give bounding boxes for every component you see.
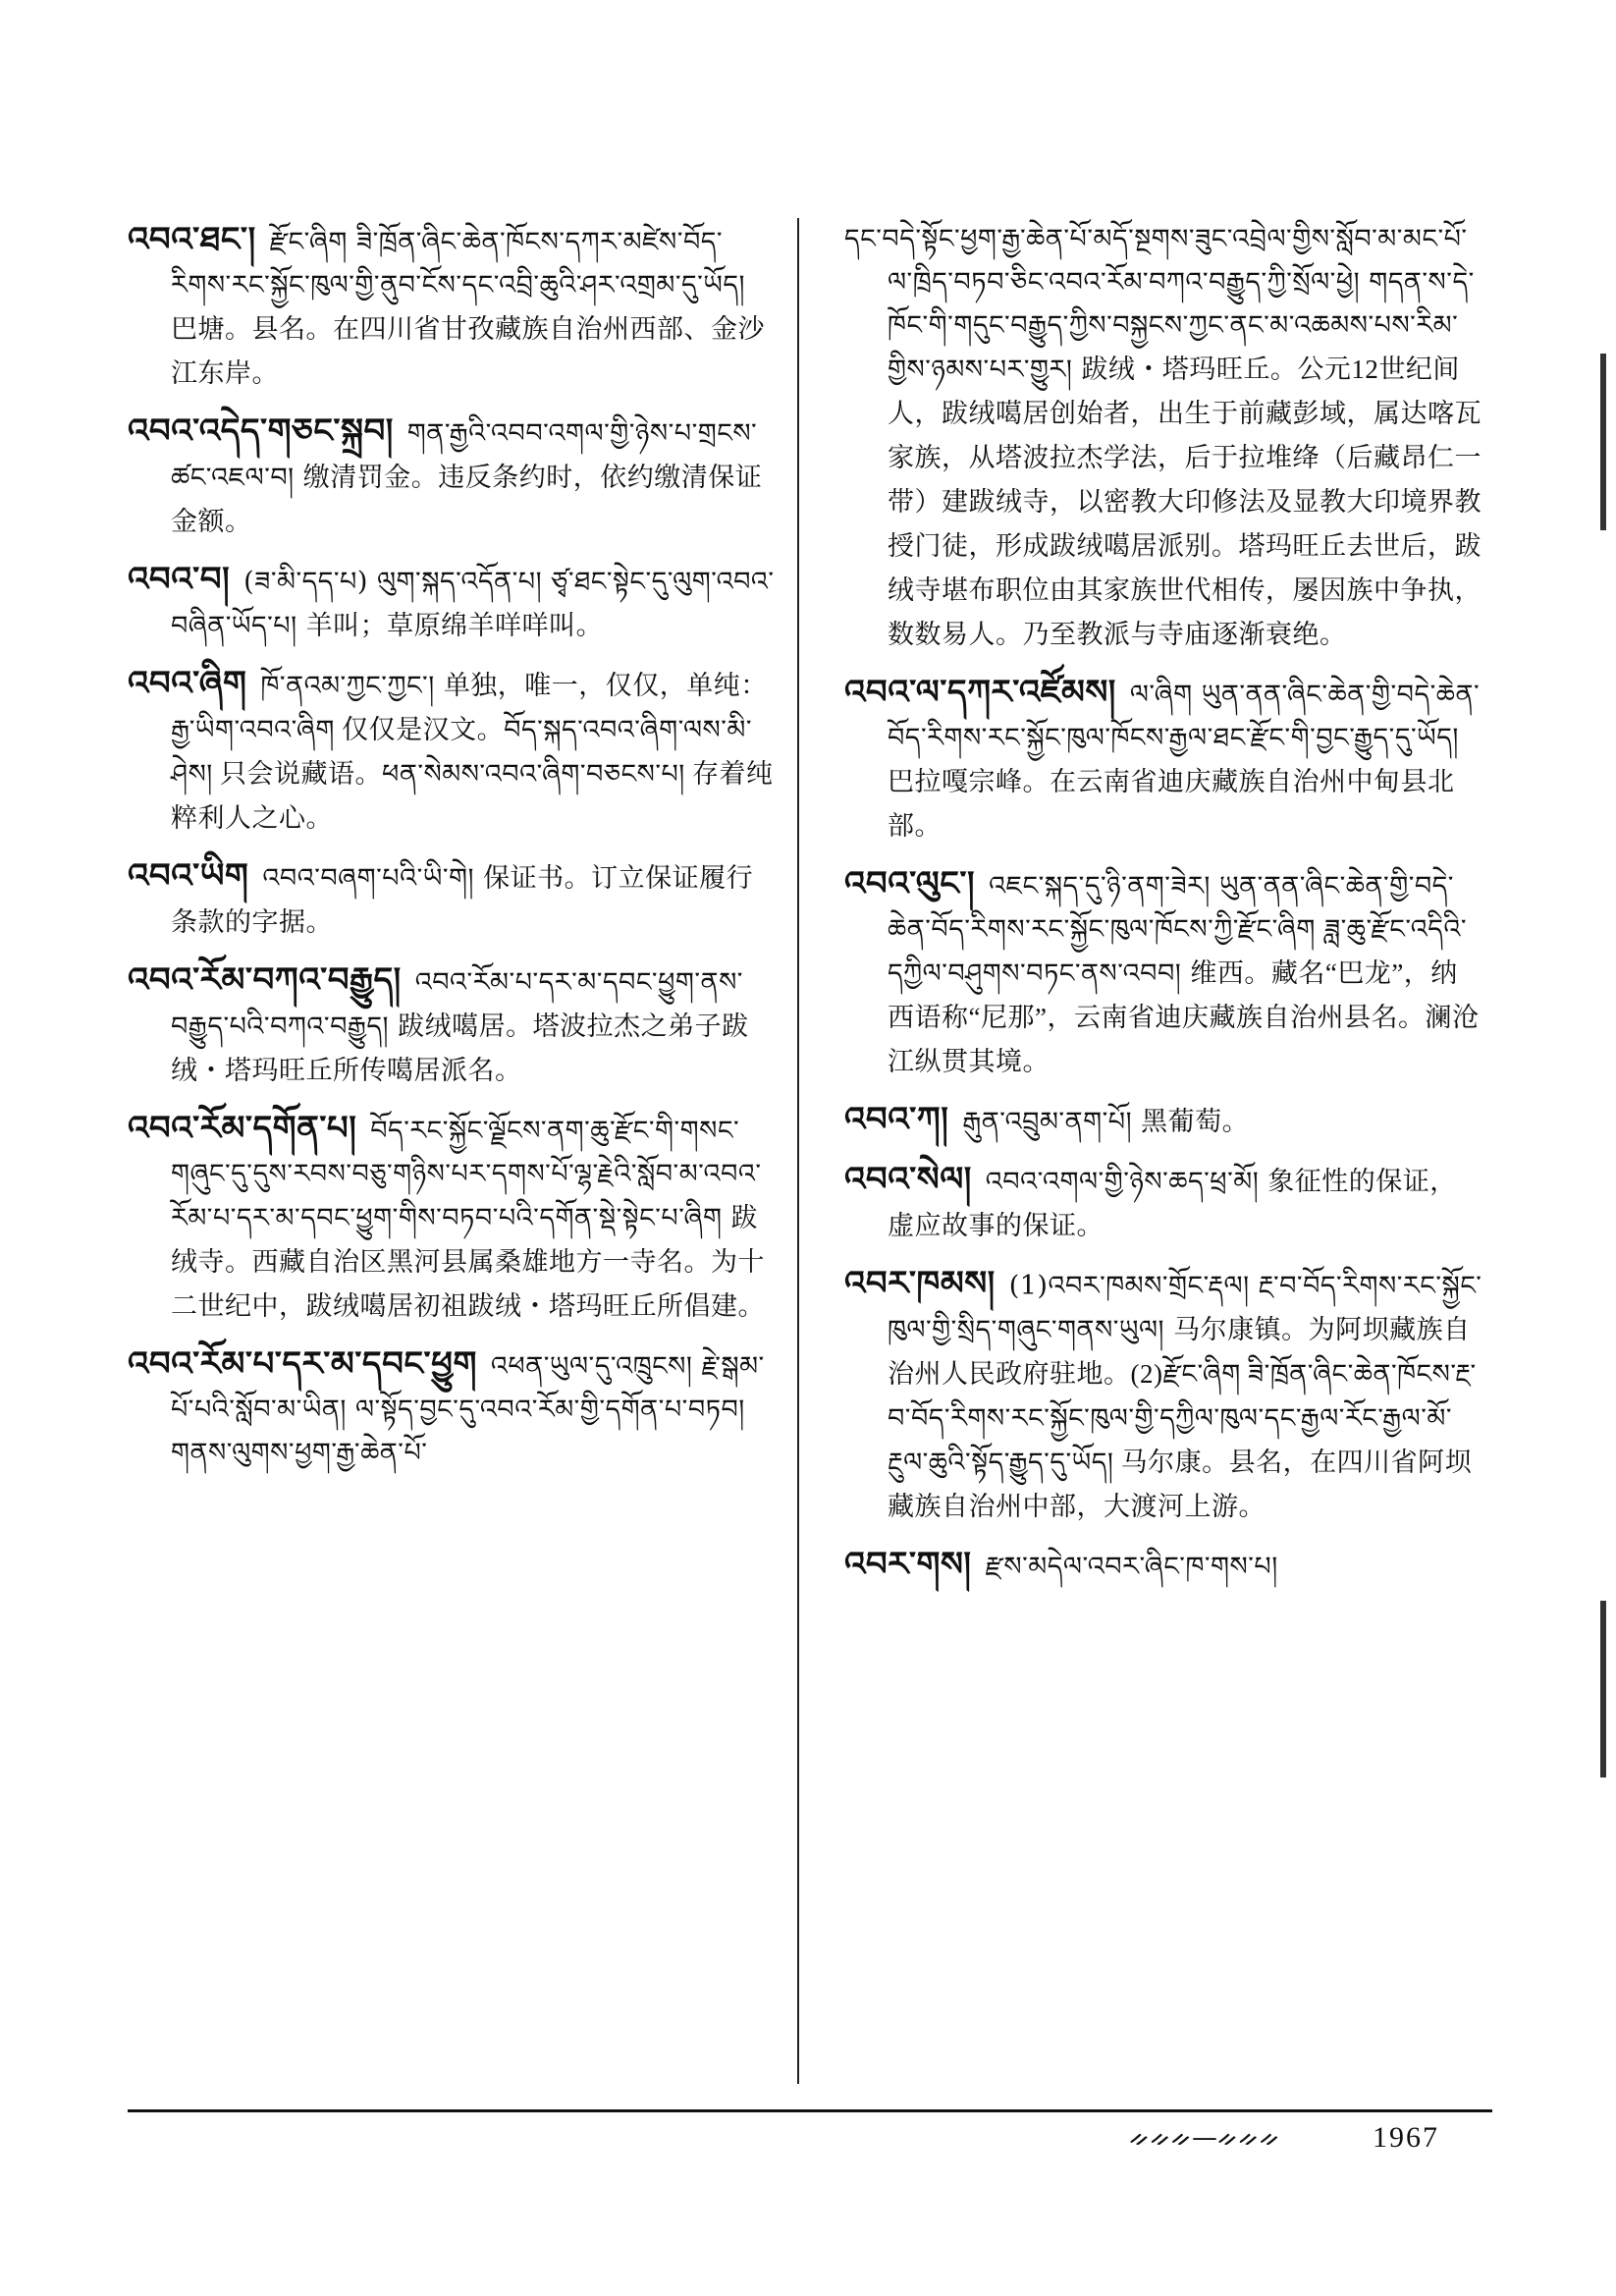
entry-definition-chinese: 黑葡萄。 — [1141, 1107, 1250, 1136]
entry-definition-chinese: 巴拉嘎宗峰。在云南省迪庆藏族自治州中甸县北部。 — [888, 767, 1455, 841]
left-column — [128, 218, 776, 1489]
entry-text — [128, 1107, 776, 1329]
entry-definition-tibetan: ཁོ་ནའམ་ཀྱང་ཀྱང་། — [260, 671, 444, 701]
entry-definition-chinese: 巴塘。县名。在四川省甘孜藏族自治州西部、金沙江东岸。 — [171, 314, 765, 388]
entry-definition-chinese: 跋绒寺。西藏自治区黑河县属桑雄地方一寺名。为十二世纪中，跋绒噶居初祖跋绒・塔玛旺丘所倡建。 — [171, 1203, 765, 1321]
entry-headword: འབའ་ཀ། — [844, 1100, 949, 1139]
entry-definition-tibetan: (1)འབར་ཁམས་གྲོང་རྡལ། རྔ་བ་བོད་རིགས་རང་སྐྱོང་ཁུལ་གྱི་སྲིད་གཞུང་གནས་ཡུལ། — [888, 1271, 1482, 1345]
dictionary-entry — [844, 1158, 1482, 1248]
entry-headword: འབར་ཁམས། — [844, 1264, 996, 1303]
dictionary-entry — [844, 862, 1482, 1084]
dictionary-entry — [128, 558, 776, 648]
entry-headword: འབའ་འདེད་གཅང་སྐྲབ། — [128, 411, 394, 451]
entry-text — [128, 558, 776, 648]
entry-definition-chinese: 缴清罚金。违反条约时，依约缴清保证金额。 — [171, 463, 763, 536]
dictionary-entry — [128, 662, 776, 841]
entry-text — [128, 662, 776, 841]
dictionary-entry — [128, 958, 776, 1093]
entry-definition-chinese: 跋绒・塔玛旺丘。公元12世纪间人，跋绒噶居创始者，出生于前藏彭域，属达喀瓦家族，从塔波拉杰学法，后于拉堆绛（后藏昂仁一带）建跋绒寺，以密教大印修法及显教大印境界教授门徒，形成跋绒噶居派别。塔玛旺丘去世后，跋绒寺堪布职位由其家族世代相传，屡因族中争执，数数易人。乃至教派与寺庙逐渐衰绝。 — [888, 355, 1481, 649]
entry-text — [128, 218, 776, 396]
entry-definition-tibetan: གན་རྒྱའི་འབབ་འགལ་གྱི་ཉེས་པ་གྲངས་ཚང་འཇལ་བ། — [171, 418, 758, 493]
entry-text — [128, 1342, 776, 1475]
entry-definition-tibetan: (ཟ་མི་དད་པ) ལུག་སྐད་འདོན་པ། ཙྭ་ཐང་སྟེང་དུ་ལུག་འབའ་བཞིན་ཡོད་པ། — [171, 567, 775, 641]
entry-text — [844, 1262, 1482, 1529]
entry-headword: འབའ་རོམ་བཀའ་བརྒྱུད། — [128, 960, 402, 1000]
dictionary-entry — [128, 1342, 776, 1475]
entry-headword: འབར་གས། — [844, 1545, 972, 1584]
dictionary-entry — [128, 1107, 776, 1329]
dictionary-entry — [844, 1543, 1482, 1589]
entry-text — [128, 958, 776, 1093]
column-divider — [797, 218, 799, 2084]
entry-text — [844, 1158, 1482, 1248]
entry-definition-chinese: 象征性的保证，虚应故事的保证。 — [888, 1167, 1457, 1240]
dictionary-entry — [844, 1098, 1482, 1144]
entry-headword: འབའ་ཐང་། — [128, 220, 256, 259]
entry-definition-tibetan: རྒུན་འབྲུམ་ནག་པོ། — [962, 1107, 1142, 1137]
entry-headword: འབའ་རོམ་དགོན་པ། — [128, 1109, 357, 1148]
scan-edge-mark — [1600, 354, 1606, 530]
entry-headword: འབའ་སེལ། — [844, 1160, 972, 1199]
entry-text — [844, 671, 1482, 848]
page-range: ᨀᨀᨀ—ᨀᨀᨀ — [1129, 2123, 1280, 2153]
entry-definition-chinese: 马尔康镇。为阿坝藏族自治州人民政府驻地。(2)རྫོང་ཞིག ཟི་ཁྲོན་ཞིང་ཆེན་ཁོངས་རྔ་བ་བོད་རིགས་རང་སྐྱོང་ཁུལ་གྱི་དཀྱིལ་ཁུལ་དང་རྒྱལ་རོང་རྒྱལ་མོ་རྔུལ་ཆུའི་སྟོད་རྒྱུད་དུ་ཡོད། 马尔康。县名，在四川省阿坝藏族自治州中部，大渡河上游。 — [888, 1315, 1477, 1521]
page-number: 1967 — [1373, 2121, 1439, 2154]
scan-edge-mark — [1600, 1601, 1606, 1777]
entry-definition-chinese: 羊叫；草原绵羊咩咩叫。 — [305, 611, 604, 640]
right-column — [844, 218, 1482, 1603]
entry-text — [844, 1098, 1482, 1144]
bottom-rule — [128, 2109, 1492, 2112]
dictionary-entry — [128, 854, 776, 945]
entry-definition-tibetan: རྫོང་ཞིག ཟི་ཁྲོན་ཞིང་ཆེན་ཁོངས་དཀར་མཛེས་བོད་རིགས་རང་སྐྱོང་ཁུལ་གྱི་ནུབ་ངོས་དང་འབྲི་ཆུའི་ཤར་འགྲམ་དུ་ཡོད། — [171, 227, 746, 301]
entry-definition-chinese: 跋绒噶居。塔波拉杰之弟子跋绒・塔玛旺丘所传噶居派名。 — [171, 1011, 749, 1085]
dictionary-entry — [128, 218, 776, 396]
entry-definition-tibetan: འཕན་ཡུལ་དུ་འཁྲུངས། རྗེ་སྒམ་པོ་པའི་སློབ་མ་ཡིན། ལ་སྟོད་བྱང་དུ་འབའ་རོམ་གྱི་དགོན་པ་བཏབ། གནས་ལུགས་ཕྱག་རྒྱ་ཆེན་པོ་ — [171, 1351, 765, 1468]
entry-definition-chinese: 维西。藏名“巴龙”，纳西语称“尼那”，云南省迪庆藏族自治州县名。澜沧江纵贯其境。 — [888, 958, 1480, 1076]
entry-headword: འབའ་བ། — [128, 560, 231, 599]
entry-definition-tibetan: འབའ་བཞག་པའི་ཡི་གེ། — [262, 863, 484, 894]
entry-text — [128, 854, 776, 945]
entry-headword: འབའ་རོམ་པ་དར་མ་དབང་ཕྱུག — [128, 1344, 477, 1384]
entry-headword: འབའ་ལུང་། — [844, 864, 976, 903]
entry-definition-tibetan: རྫས་མདེལ་འབར་ཞིང་ཁ་གས་པ། — [985, 1552, 1278, 1582]
entry-text — [128, 410, 776, 544]
dictionary-entry — [844, 1262, 1482, 1529]
entry-definition-tibetan: འཇང་སྐད་དུ་ཉི་ནག་ཟེར། ཡུན་ནན་ཞིང་ཆེན་གྱི་བདེ་ཆེན་བོད་རིགས་རང་སྐྱོང་ཁུལ་ཁོངས་ཀྱི་རྫོང་ཞིག ཟླ་ཆུ་རྫོང་འདིའི་དཀྱིལ་བཤུགས་བཏང་ནས་འབབ། — [888, 871, 1468, 989]
dictionary-entry — [844, 671, 1482, 848]
entry-text — [844, 862, 1482, 1084]
dictionary-entry — [128, 410, 776, 544]
entry-headword: འབའ་ཡིག — [128, 856, 249, 896]
entry-definition-tibetan: འབའ་རོམ་པ་དར་མ་དབང་ཕྱུག་ནས་བརྒྱུད་པའི་བཀའ་བརྒྱུད། — [171, 967, 743, 1042]
entry-headword: འབའ་ཞིག — [128, 664, 247, 703]
entry-definition-tibetan: ལ་ཞིག ཡུན་ནན་ཞིང་ཆེན་གྱི་བདེ་ཆེན་བོད་རིགས་རང་སྐྱོང་ཁུལ་ཁོངས་རྒྱལ་ཐང་རྫོང་གི་བྱང་རྒྱུད་དུ་ཡོད། — [888, 680, 1481, 753]
entry-definition-tibetan: བོད་རང་སྐྱོང་ལྗོངས་ནག་ཆུ་རྫོང་གི་གསང་གཞུང་དུ་དུས་རབས་བཅུ་གཉིས་པར་དགས་པོ་ལྷ་རྗེའི་སློབ་མ་འབའ་རོམ་པ་དར་མ་དབང་ཕྱུག་གིས་བཏབ་པའི་དགོན་སྡེ་སྟེང་པ་ཞིག — [171, 1116, 762, 1233]
entry-text — [844, 1543, 1482, 1589]
entry-text — [844, 218, 1482, 657]
dictionary-entry — [844, 218, 1482, 657]
entry-definition-tibetan: འབའ་འགལ་གྱི་ཉེས་ཆད་ཕྲ་མོ། — [985, 1167, 1268, 1197]
entry-definition-chinese: 单独，唯一，仅仅，单纯：རྒྱ་ཡིག་འབའ་ཞིག 仅仅是汉文。བོད་སྐད་འབའ་ཞིག་ལས་མི་ཤེས། 只会说藏语。ཕན་སེམས་འབའ་ཞིག་བཅངས་པ། 存着纯粹利人之心。 — [171, 671, 774, 833]
entry-continuation: དང་བདེ་སྟོང་ཕྱག་རྒྱ་ཆེན་པོ་མདོ་སྔགས་ཟུང་འབྲེལ་གྱིས་སློབ་མ་མང་པོ་ལ་ཁྲིད་བཏབ་ཅིང་འབའ་རོམ་བཀའ་བརྒྱུད་ཀྱི་སྲོལ་ཕྱེ། གདན་ས་དེ་ཁོང་གི་གདུང་བརྒྱུད་ཀྱིས་བསྐྱངས་ཀྱང་ནང་མ་འཆམས་པས་རིམ་གྱིས་ཉམས་པར་གྱུར། — [844, 224, 1475, 385]
entry-definition-chinese: 保证书。订立保证履行条款的字据。 — [171, 863, 754, 937]
entry-headword: འབའ་ལ་དཀར་འཛོམས། — [844, 673, 1116, 712]
